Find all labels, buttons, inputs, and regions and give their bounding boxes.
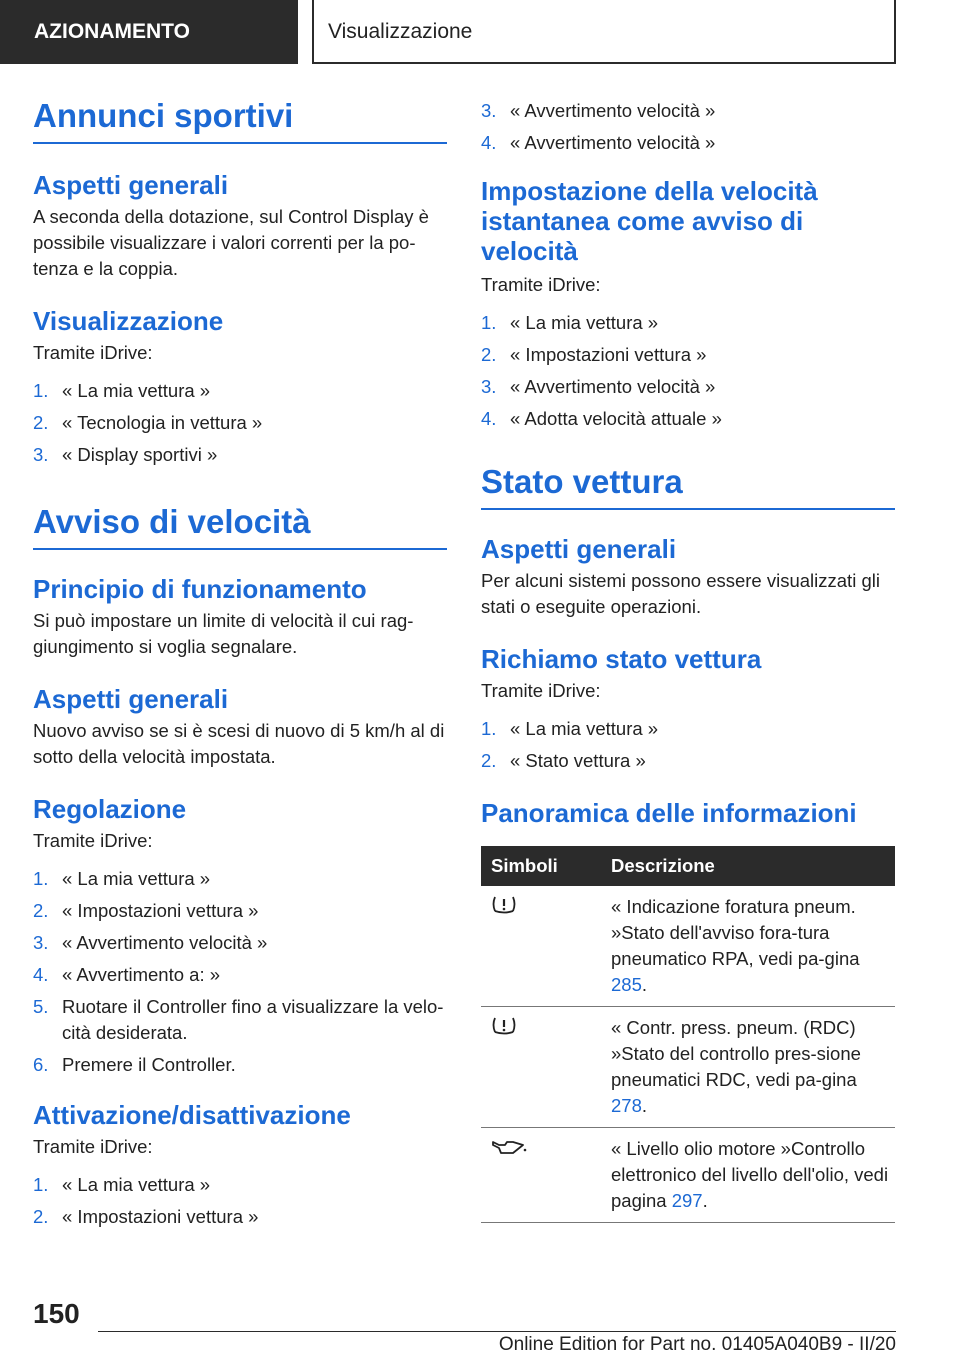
heading-aspetti-generali: Aspetti generali: [33, 170, 229, 200]
aspetti-2-text: Nuovo avviso se si è scesi di nuovo di 5 km/h al di sotto della velocità impostata.: [33, 720, 445, 767]
description-cell: « Indicazione foratura pneum. »Stato dell'avviso fora-tura pneumatico RPA, vedi pa-gina 285.: [611, 886, 895, 1007]
list-item: 2. « Impostazioni vettura »: [33, 900, 259, 921]
imp-steps: [481, 310, 895, 432]
description-cell: « Livello olio motore »Controllo elettronico del livello dell'olio, vedi pagina 297.: [611, 1128, 895, 1223]
heading-annunci-sportivi: Annunci sportivi: [33, 96, 447, 144]
list-item: 2. « Stato vettura »: [481, 750, 646, 771]
list-item: 4. « Avvertimento a: »: [33, 964, 221, 985]
list-item: 2. « Tecnologia in vettura »: [33, 412, 263, 433]
heading-aspetti-generali-3: Aspetti generali: [481, 534, 677, 564]
page-link[interactable]: 297: [671, 1190, 703, 1211]
description-cell: « Contr. press. pneum. (RDC) »Stato del controllo pres-sione pneumatici RDC, vedi pa-gina 278.: [611, 1007, 895, 1128]
cont-steps: [481, 98, 895, 156]
footer-rule: [98, 1331, 896, 1332]
heading-panoramica: Panoramica delle informazioni: [481, 798, 857, 828]
symbol-cell: [481, 1007, 611, 1128]
vis-steps: [33, 378, 447, 468]
header-section: AZIONAMENTO: [0, 0, 298, 64]
list-item: 3. « Avvertimento velocità »: [481, 100, 716, 121]
table-row: [481, 1128, 895, 1223]
col-header-descrizione: Descrizione: [611, 846, 895, 886]
rich-intro: Tramite iDrive:: [481, 680, 601, 701]
list-item: 3. « Avvertimento velocità »: [481, 376, 716, 397]
heading-stato-vettura: Stato vettura: [481, 462, 895, 510]
engine-oil-icon: [491, 1136, 527, 1156]
list-item: 1. « La mia vettura »: [481, 312, 659, 333]
att-steps: [33, 1172, 447, 1230]
att-intro: Tramite iDrive:: [33, 1136, 153, 1157]
col-header-simboli: Simboli: [481, 846, 611, 886]
heading-visualizzazione: Visualizzazione: [33, 306, 224, 336]
asp-text: Per alcuni sistemi possono essere visualizzati gli stati o eseguite operazioni.: [481, 570, 880, 617]
page-number: 150: [33, 1298, 80, 1329]
header-topic: Visualizzazione: [312, 0, 896, 64]
list-item: 4. « Adotta velocità attuale »: [481, 408, 722, 429]
heading-avviso-velocita: Avviso di velocità: [33, 502, 447, 550]
list-item: 1. « La mia vettura »: [33, 380, 211, 401]
tire-pressure-warning-icon: [491, 894, 517, 916]
list-item: 3. « Avvertimento velocità »: [33, 932, 268, 953]
principio-text: Si può impostare un limite di velocità il cui rag-giungimento si voglia segnalare.: [33, 610, 414, 657]
list-item: 5. Ruotare il Controller fino a visualizzare la velo-cità desiderata.: [33, 996, 444, 1043]
list-item: 3. « Display sportivi »: [33, 444, 218, 465]
list-item: 1. « La mia vettura »: [481, 718, 659, 739]
vis-intro: Tramite iDrive:: [33, 342, 153, 363]
table-header-row: [481, 846, 895, 886]
imp-intro: Tramite iDrive:: [481, 274, 601, 295]
left-column: [33, 96, 447, 1236]
heading-regolazione: Regolazione: [33, 794, 187, 824]
list-item: 4. « Avvertimento velocità »: [481, 132, 716, 153]
right-column: [481, 98, 895, 1223]
list-item: 2. « Impostazioni vettura »: [33, 1206, 259, 1227]
heading-impostazione: Impostazione della velocità istantanea come avviso di velocità: [481, 176, 818, 266]
list-item: 6. Premere il Controller.: [33, 1054, 236, 1075]
rich-steps: [481, 716, 895, 774]
reg-steps: [33, 866, 447, 1078]
symbol-cell: [481, 1128, 611, 1223]
page-link[interactable]: 285: [611, 974, 642, 995]
info-table: [481, 846, 895, 1223]
aspetti-text: A seconda della dotazione, sul Control Display è possibile visualizzare i valori correnti per la po-tenza e la coppia.: [33, 206, 429, 279]
heading-aspetti-generali-2: Aspetti generali: [33, 684, 229, 714]
list-item: 1. « La mia vettura »: [33, 1174, 211, 1195]
table-row: [481, 1007, 895, 1128]
footer-edition: Online Edition for Part no. 01405A040B9 - II/20: [498, 1334, 896, 1355]
list-item: 2. « Impostazioni vettura »: [481, 344, 707, 365]
heading-attivazione: Attivazione/disattivazione: [33, 1100, 351, 1130]
list-item: 1. « La mia vettura »: [33, 868, 211, 889]
tire-pressure-control-icon: [491, 1015, 517, 1037]
heading-richiamo: Richiamo stato vettura: [481, 644, 762, 674]
heading-principio: Principio di funzionamento: [33, 574, 367, 604]
reg-intro: Tramite iDrive:: [33, 830, 153, 851]
table-row: [481, 886, 895, 1007]
page-link[interactable]: 278: [611, 1095, 642, 1116]
symbol-cell: [481, 886, 611, 1007]
